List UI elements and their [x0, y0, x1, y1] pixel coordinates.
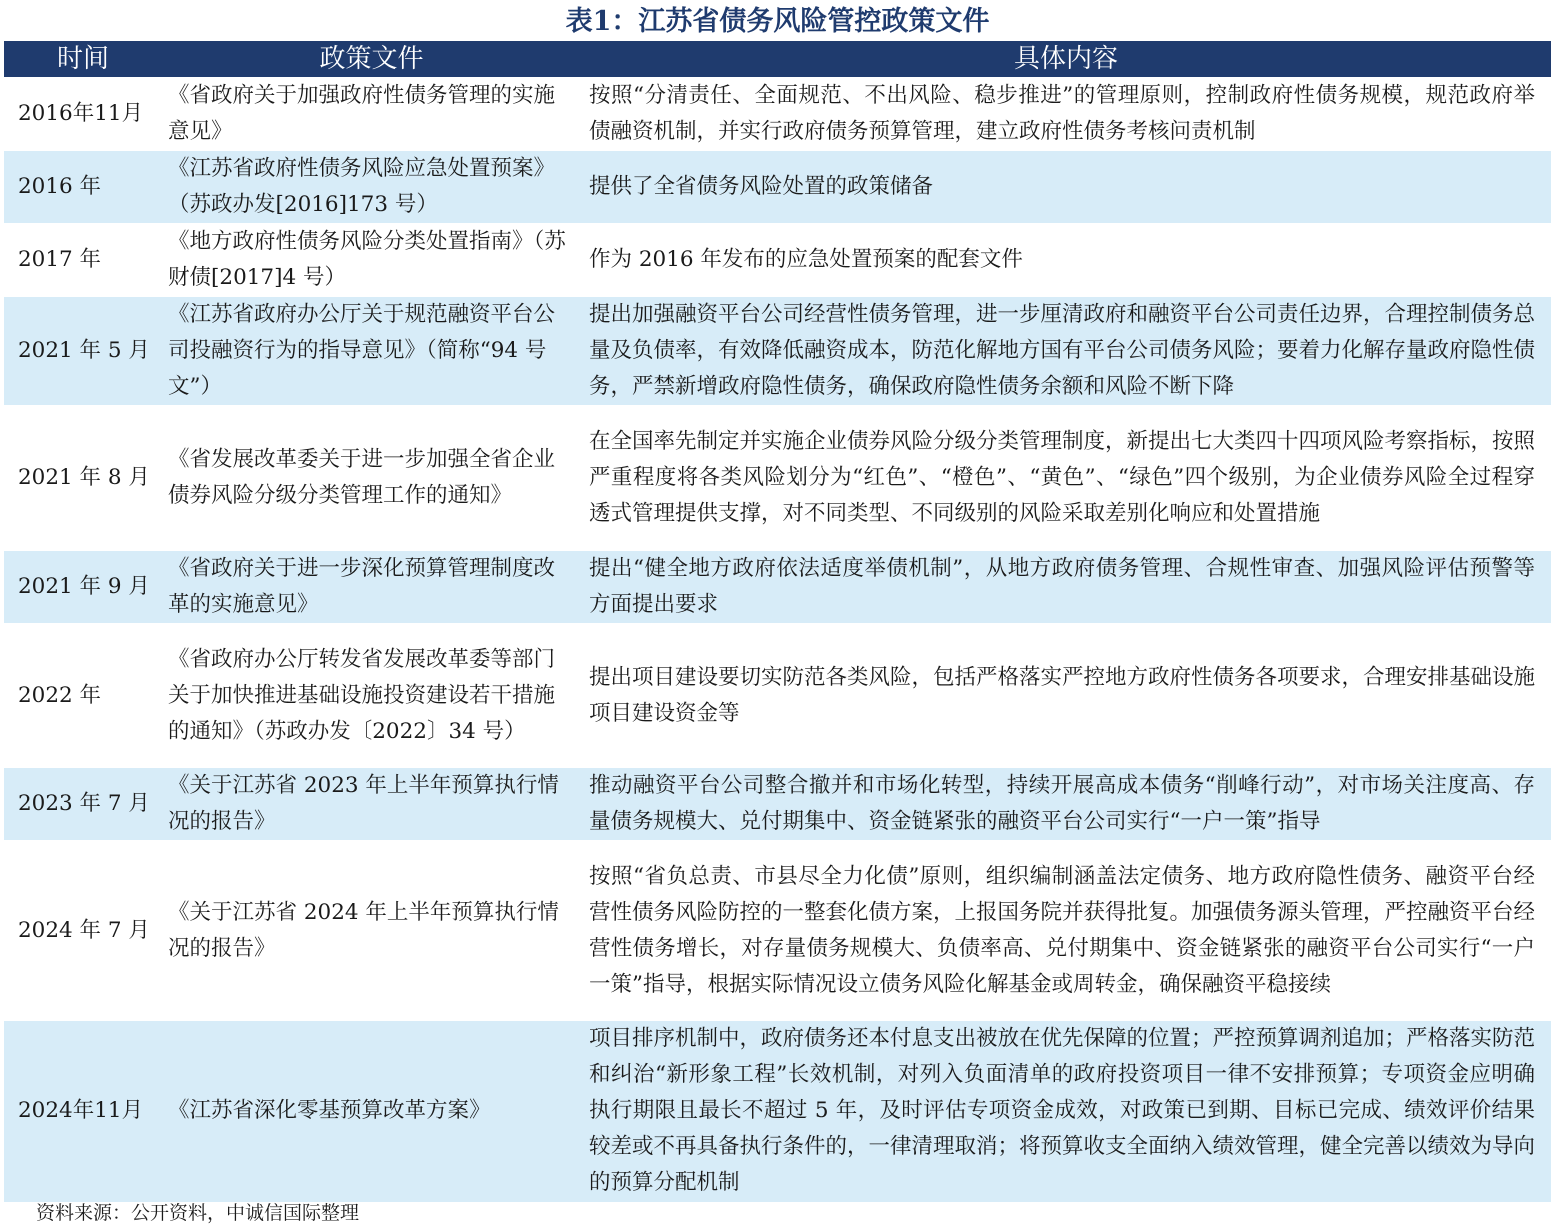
header-time: 时间	[4, 41, 162, 78]
row-time: 2016年11月	[4, 78, 162, 151]
row-time: 2021 年 9 月	[4, 551, 162, 624]
table-header-row	[4, 41, 1551, 78]
source-note: 资料来源：公开资料，中诚信国际整理	[36, 1202, 360, 1224]
row-document: 《江苏省深化零基预算改革方案》	[162, 1021, 581, 1202]
row-time: 2021 年 5 月	[4, 297, 162, 406]
row-detail: 提出项目建设要切实防范各类风险，包括严格落实严控地方政府性债务各项要求，合理安排基础设施项目建设资金等	[581, 624, 1551, 768]
row-detail: 按照“分清责任、全面规范、不出风险、稳步推进”的管理原则，控制政府性债务规模，规范政府举债融资机制，并实行政府债务预算管理，建立政府性债务考核问责机制	[581, 78, 1551, 151]
row-time: 2024年11月	[4, 1021, 162, 1202]
table-row	[4, 551, 1551, 624]
row-time: 2023 年 7 月	[4, 768, 162, 841]
row-time: 2024 年 7 月	[4, 841, 162, 1021]
row-document: 《省政府关于进一步深化预算管理制度改革的实施意见》	[162, 551, 581, 624]
row-time: 2021 年 8 月	[4, 406, 162, 551]
row-detail: 项目排序机制中，政府债务还本付息支出被放在优先保障的位置；严控预算调剂追加；严格落实防范和纠治“新形象工程”长效机制，对列入负面清单的政府投资项目一律不安排预算；专项资金应明确执行期限且最长不超过 5 年，及时评估专项资金成效，对政策已到期、目标已完成、绩效评价结果较差或不再具备执行条件的，一律清理取消；将预算收支全面纳入绩效管理，健全完善以绩效为导向的预算分配机制	[581, 1021, 1551, 1202]
header-document: 政策文件	[162, 41, 581, 78]
table-row	[4, 297, 1551, 406]
table-row	[4, 841, 1551, 1021]
table-row	[4, 224, 1551, 297]
row-detail: 按照“省负总责、市县尽全力化债”原则，组织编制涵盖法定债务、地方政府隐性债务、融资平台经营性债务风险防控的一整套化债方案，上报国务院并获得批复。加强债务源头管理，严控融资平台经营性债务增长，对存量债务规模大、负债率高、兑付期集中、资金链紧张的融资平台公司实行“一户一策”指导，根据实际情况设立债务风险化解基金或周转金，确保融资平稳接续	[581, 841, 1551, 1021]
row-document: 《地方政府性债务风险分类处置指南》（苏财债[2017]4 号）	[162, 224, 581, 297]
row-document: 《省政府关于加强政府性债务管理的实施意见》	[162, 78, 581, 151]
row-document: 《省政府办公厅转发省发展改革委等部门关于加快推进基础设施投资建设若干措施的通知》（苏政办发〔2022〕34 号）	[162, 624, 581, 768]
table-row	[4, 151, 1551, 224]
table-row	[4, 406, 1551, 551]
table-row	[4, 1021, 1551, 1202]
table-title: 表1：江苏省债务风险管控政策文件	[565, 6, 990, 37]
table-row	[4, 624, 1551, 768]
row-time: 2016 年	[4, 151, 162, 224]
table-row	[4, 78, 1551, 151]
row-time: 2022 年	[4, 624, 162, 768]
row-detail: 提出加强融资平台公司经营性债务管理，进一步厘清政府和融资平台公司责任边界，合理控制债务总量及负债率，有效降低融资成本，防范化解地方国有平台公司债务风险；要着力化解存量政府隐性债务，严禁新增政府隐性债务，确保政府隐性债务余额和风险不断下降	[581, 297, 1551, 406]
row-detail: 推动融资平台公司整合撤并和市场化转型，持续开展高成本债务“削峰行动”，对市场关注度高、存量债务规模大、兑付期集中、资金链紧张的融资平台公司实行“一户一策”指导	[581, 768, 1551, 841]
row-document: 《江苏省政府性债务风险应急处置预案》（苏政办发[2016]173 号）	[162, 151, 581, 224]
row-document: 《江苏省政府办公厅关于规范融资平台公司投融资行为的指导意见》（简称“94 号文”）	[162, 297, 581, 406]
row-detail: 提供了全省债务风险处置的政策储备	[581, 151, 1551, 224]
row-document: 《关于江苏省 2023 年上半年预算执行情况的报告》	[162, 768, 581, 841]
policy-table	[4, 41, 1551, 1202]
row-document: 《关于江苏省 2024 年上半年预算执行情况的报告》	[162, 841, 581, 1021]
row-document: 《省发展改革委关于进一步加强全省企业债券风险分级分类管理工作的通知》	[162, 406, 581, 551]
row-detail: 提出“健全地方政府依法适度举债机制”，从地方政府债务管理、合规性审查、加强风险评估预警等方面提出要求	[581, 551, 1551, 624]
table-row	[4, 768, 1551, 841]
header-detail: 具体内容	[581, 41, 1551, 78]
row-detail: 作为 2016 年发布的应急处置预案的配套文件	[581, 224, 1551, 297]
row-detail: 在全国率先制定并实施企业债券风险分级分类管理制度，新提出七大类四十四项风险考察指标，按照严重程度将各类风险划分为“红色”、“橙色”、“黄色”、“绿色”四个级别，为企业债券风险全过程穿透式管理提供支撑，对不同类型、不同级别的风险采取差别化响应和处置措施	[581, 406, 1551, 551]
row-time: 2017 年	[4, 224, 162, 297]
